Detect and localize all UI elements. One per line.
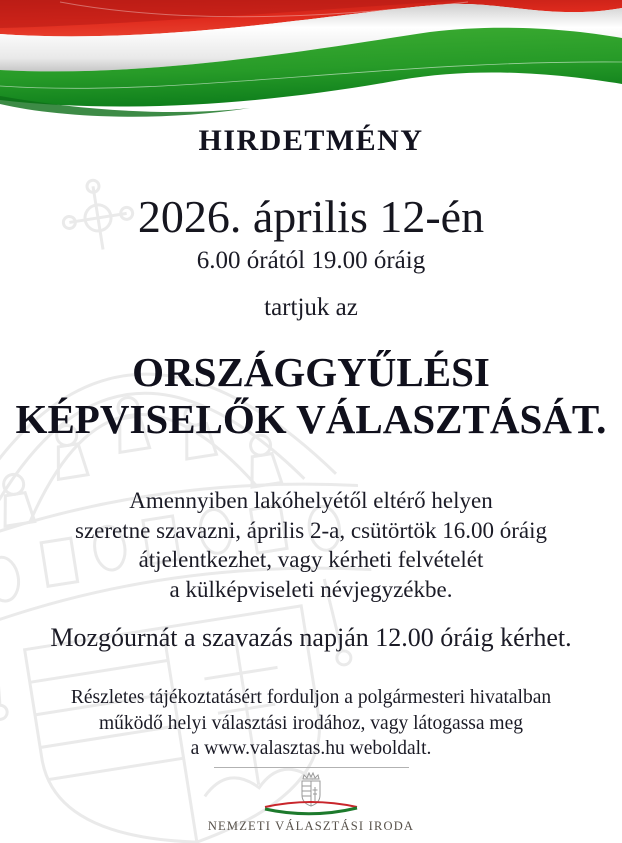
further-information-paragraph xyxy=(0,685,622,762)
election-headline xyxy=(0,349,622,443)
paragraph-line: átjelentkezhet, vagy kérheti felvételét xyxy=(138,547,484,572)
paragraph-line: Amennyiben lakóhelyétől eltérő helyen xyxy=(129,488,493,513)
paragraph-line: a külképviseleti névjegyzékbe. xyxy=(169,576,453,602)
connector-text: tartjuk az xyxy=(264,294,358,321)
nvi-coat-of-arms-logo-icon xyxy=(251,771,371,819)
mobile-ballot-box-line: Mozgóurnát a szavazás napján 12.00 óráig kérhet. xyxy=(50,623,572,652)
paragraph-line: a www.valasztas.hu weboldalt. xyxy=(190,738,432,759)
paragraph-line: Részletes tájékoztatásért forduljon a polgármesteri hivatalban xyxy=(70,687,552,708)
paragraph-line: működő helyi választási irodához, vagy látogassa meg xyxy=(98,712,523,734)
election-date: 2026. április 12-én xyxy=(137,191,485,242)
polling-hours: 6.00 órától 19.00 óráig xyxy=(196,247,426,274)
transfer-registration-paragraph xyxy=(0,486,622,604)
organization-name: NEMZETI VÁLASZTÁSI IRODA xyxy=(207,819,415,833)
footer-divider xyxy=(214,767,409,768)
poster-title: HIRDETMÉNY xyxy=(198,124,424,157)
headline-line-1: ORSZÁGGYŰLÉSI xyxy=(132,349,490,395)
headline-line-2: KÉPVISELŐK VÁLASZTÁSÁT. xyxy=(15,396,607,442)
paragraph-line: szeretne szavazni, április 2-a, csütörtök 16.00 óráig xyxy=(75,517,547,543)
